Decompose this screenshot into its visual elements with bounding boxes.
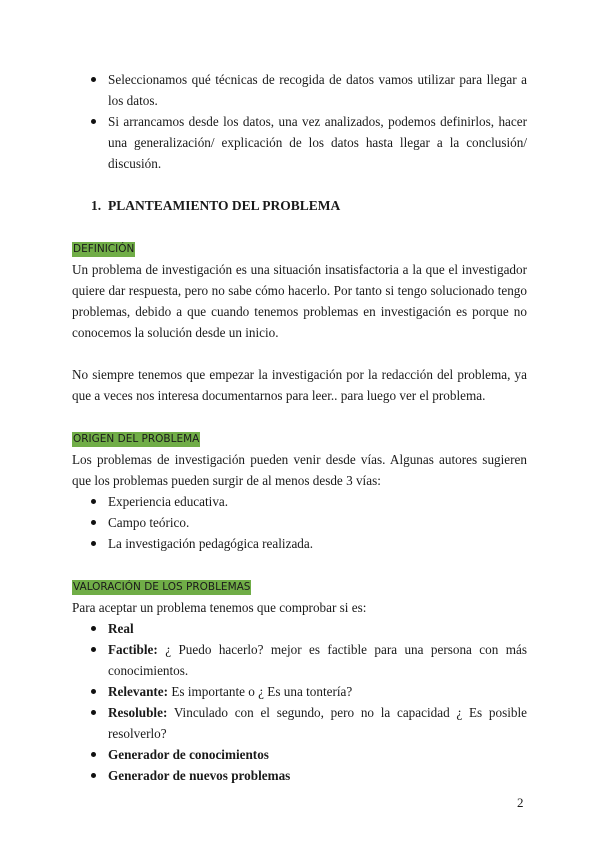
section-title: PLANTEAMIENTO DEL PROBLEMA: [108, 198, 341, 213]
item-term: Resoluble:: [108, 705, 168, 720]
origen-list: [72, 491, 527, 554]
valoracion-list: [72, 618, 527, 786]
list-item: Si arrancamos desde los datos, una vez analizados, podemos definirlos, hacer una generalización/ explicación de los datos hasta llegar a la conclusión/ discusión.: [72, 111, 527, 174]
list-item: [72, 639, 527, 681]
item-term: Generador de conocimientos: [108, 747, 269, 762]
page-number: 2: [517, 795, 524, 810]
item-text: Vinculado con el segundo, pero no la capacidad ¿ Es posible resolverlo?: [108, 705, 527, 741]
valoracion-label: VALORACIÓN DE LOS PROBLEMAS: [73, 581, 251, 593]
item-text: Es importante o ¿ Es una tontería?: [168, 684, 353, 699]
list-item: La investigación pedagógica realizada.: [72, 533, 527, 554]
item-term: Generador de nuevos problemas: [108, 768, 291, 783]
item-term: Relevante:: [108, 684, 169, 699]
item-text: ¿ Puedo hacerlo? mejor es factible para una persona con más conocimientos.: [108, 642, 527, 678]
list-item: Campo teórico.: [72, 512, 527, 533]
list-item: Seleccionamos qué técnicas de recogida de datos vamos utilizar para llegar a los datos.: [72, 69, 527, 111]
origen-paragraph: Los problemas de investigación pueden venir desde vías. Algunas autores sugieren que los problemas pueden surgir de al menos desde 3 vías:: [72, 452, 527, 488]
list-item: [72, 744, 527, 765]
item-term: Factible:: [108, 642, 158, 657]
document-page: [72, 69, 527, 786]
list-item: Experiencia educativa.: [72, 491, 527, 512]
intro-bullet-list: [72, 69, 527, 174]
section-number: 1.: [91, 198, 102, 213]
definicion-paragraph-1: Un problema de investigación es una situación insatisfactoria a la que el investigador quiere dar respuesta, pero no sabe cómo hacerlo. Por tanto si tengo solucionado tengo problemas, debido a que cuando tenemos problemas en investigación es porque no conocemos la solución desde un inicio.: [72, 262, 527, 340]
list-item: [72, 765, 527, 786]
section-heading: [72, 195, 527, 216]
list-item: [72, 618, 527, 639]
item-term: Real: [108, 621, 134, 636]
definicion-label: DEFINICIÓN: [73, 243, 135, 255]
origen-label: ORIGEN DEL PROBLEMA: [73, 433, 200, 445]
list-item: [72, 702, 527, 744]
valoracion-paragraph: Para aceptar un problema tenemos que comprobar si es:: [72, 600, 367, 615]
list-item: [72, 681, 527, 702]
definicion-paragraph-2: No siempre tenemos que empezar la investigación por la redacción del problema, ya que a veces nos interesa documentarnos para leer.. para luego ver el problema.: [72, 367, 527, 403]
